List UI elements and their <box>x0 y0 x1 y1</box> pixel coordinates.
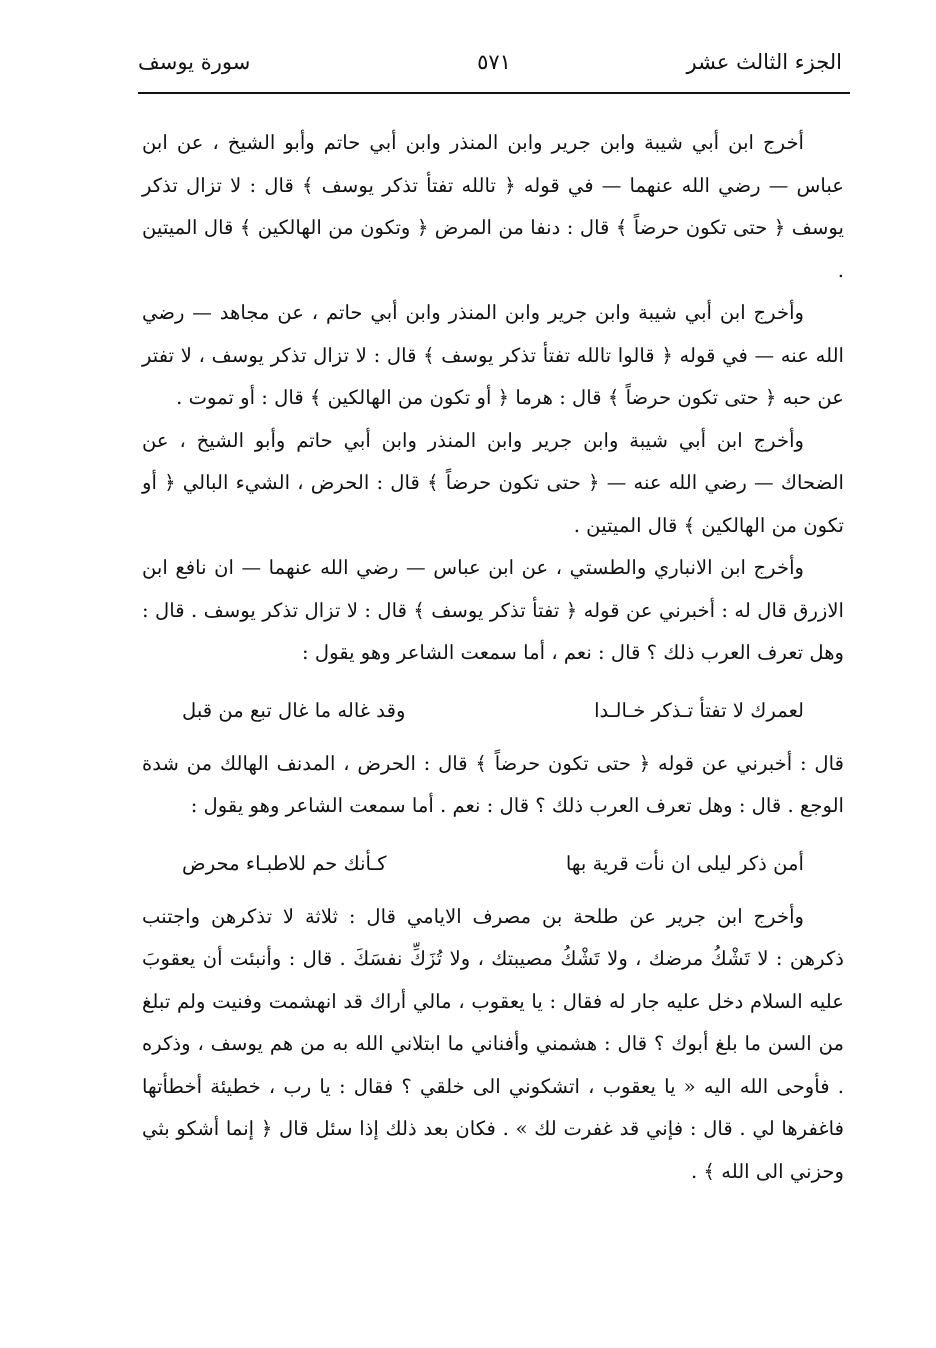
paragraph: أخرج ابن أبي شيبة وابن جرير وابن المنذر وابن أبي حاتم وأبو الشيخ ، عن ابن عباس — رضي الله عنهما — في قوله ﴿ تالله تفتأ تذكر يوسف ﴾ قال : لا تزال تذكر يوسف ﴿ حتى تكون حرضاً ﴾ قال : دنفا من المرض ﴿ وتكون من الهالكين ﴾ قال الميتين . <box>142 131 844 282</box>
surah-title: سورة يوسف <box>138 50 251 74</box>
paragraph: قال : أخبرني عن قوله ﴿ حتى تكون حرضاً ﴾ قال : الحرض ، المدنف الهالك من شدة الوجع . قال : وهل تعرف العرب ذلك ؟ قال : نعم . أما سمعت الشاعر وهو يقول : <box>142 751 844 817</box>
paragraph: وأخرج ابن أبي شيبة وابن جرير وابن المنذر وابن أبي حاتم وأبو الشيخ ، عن الضحاك — رضي الله عنه — ﴿ حتى تكون حرضاً ﴾ قال : الحرض ، الشيء البالي ﴿ أو تكون من الهالكين ﴾ قال الميتين . <box>142 428 844 537</box>
verse-second-hemistich: وقد غاله ما غال تبع من قبل <box>182 698 406 722</box>
paragraph: وأخرج ابن أبي شيبة وابن جرير وابن المنذر وابن أبي حاتم ، عن مجاهد — رضي الله عنه — في قوله ﴿ قالوا تالله تفتأ تذكر يوسف ﴾ قال : لا تزال تذكر يوسف ، لا تفتر عن حبه ﴿ حتى تكون حرضاً ﴾ قال : هرما ﴿ أو تكون من الهالكين ﴾ قال : أو تموت . <box>142 301 844 409</box>
verse-second-hemistich: كـأنك حم للاطبـاء محرض <box>182 851 387 875</box>
page-body <box>142 122 844 1193</box>
paragraph: وأخرج ابن الانباري والطستي ، عن ابن عباس — رضي الله عنهما — ان نافع ابن الازرق قال له : أخبرني عن قوله ﴿ تفتأ تذكر يوسف ﴾ قال : لا تزال تذكر يوسف . قال : وهل تعرف العرب ذلك ؟ قال : نعم ، أما سمعت الشاعر وهو يقول : <box>142 556 844 664</box>
verse-first-hemistich: أمن ذكر ليلى ان نأت قرية بها <box>565 851 804 875</box>
page-number: ٥٧١ <box>477 50 511 74</box>
verse-first-hemistich: لعمرك لا تفتأ تـذكر خـالـدا <box>594 698 804 722</box>
poem-verse <box>182 842 804 886</box>
part-title: الجزء الثالث عشر <box>686 50 842 74</box>
poem-verse <box>182 689 804 733</box>
page-header <box>138 42 850 94</box>
paragraph: وأخرج ابن جرير عن طلحة بن مصرف الايامي قال : ثلاثة لا تذكرهن واجتنب ذكرهن : لا تَشْكُ مرضك ، ولا تَشْكُ مصيبتك ، ولا تُزَكِّ نفسَكَ . قال : وأنبئت أن يعقوبَ عليه السلام دخل عليه جار له فقال : يا يعقوب ، مالي أراك قد انهشمت وفنيت ولم تبلغ من السن ما بلغ أبوك ؟ قال : هشمني وأفناني ما ابتلاني الله به من هم يوسف ، وذكره . فأوحى الله اليه « يا يعقوب ، اتشكوني الى خلقي ؟ فقال : يا رب ، خطيئة أخطأتها فاغفرها لي . قال : فإني قد غفرت لك » . فكان بعد ذلك إذا سئل قال ﴿ إنما أشكو بثي وحزني الى الله ﴾ . <box>142 904 844 1183</box>
